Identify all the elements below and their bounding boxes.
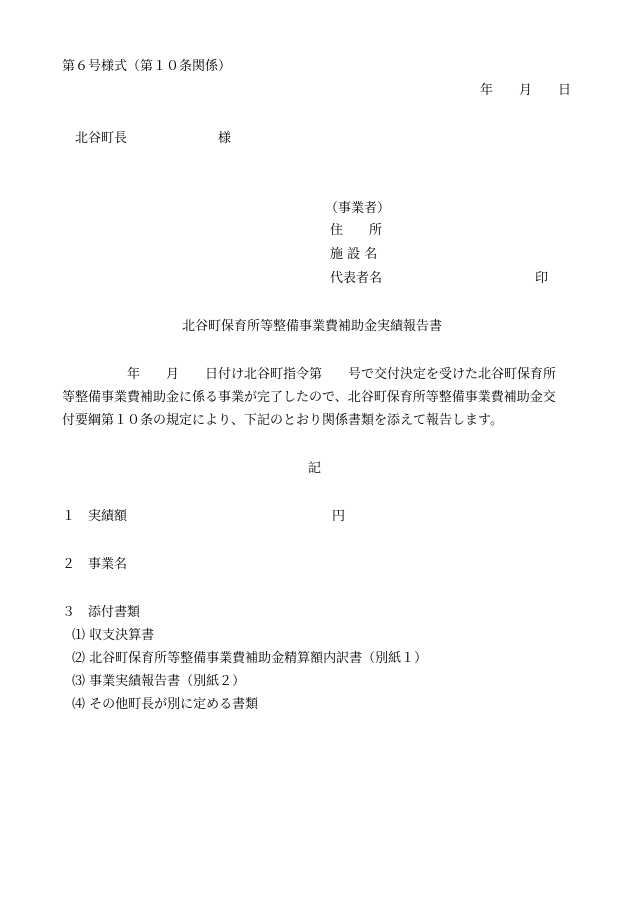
ki-heading: 記: [308, 461, 322, 476]
item-actual-amount-label: １ 実績額: [62, 509, 128, 524]
body-line-3: 付要綱第１０条の規定により、下記のとおり関係書類を添えて報告します。: [62, 413, 503, 428]
document-title: 北谷町保育所等整備事業費補助金実績報告書: [182, 319, 443, 334]
body-line-1: 年 月 日付け北谷町指令第 号で交付決定を受けた北谷町保育所: [62, 367, 557, 382]
item-actual-amount-unit: 円: [332, 509, 346, 524]
seal-mark: 印: [535, 271, 549, 286]
item-attachments-label: ３ 添付書類: [62, 605, 141, 620]
applicant-representative-label: 代表者名: [330, 271, 383, 286]
attachment-item: ⑶ 事業実績報告書（別紙２）: [72, 674, 246, 689]
applicant-heading: （事業者）: [325, 201, 391, 216]
form-number: 第６号様式（第１０条関係）: [62, 59, 232, 74]
date-line: 年 月 日: [480, 83, 572, 98]
attachment-item: ⑵ 北谷町保育所等整備事業費補助金精算額内訳書（別紙１）: [72, 651, 428, 666]
attachment-item: ⑴ 収支決算書: [72, 628, 155, 643]
attachment-item: ⑷ その他町長が別に定める書類: [72, 697, 259, 712]
applicant-address-label: 住 所: [330, 223, 383, 238]
item-project-name-label: ２ 事業名: [62, 557, 128, 572]
addressee: 北谷町長 様: [75, 131, 232, 146]
applicant-facility-label: 施 設 名: [330, 247, 378, 262]
body-line-2: 等整備事業費補助金に係る事業が完了したので、北谷町保育所等整備事業費補助金交: [62, 390, 556, 405]
